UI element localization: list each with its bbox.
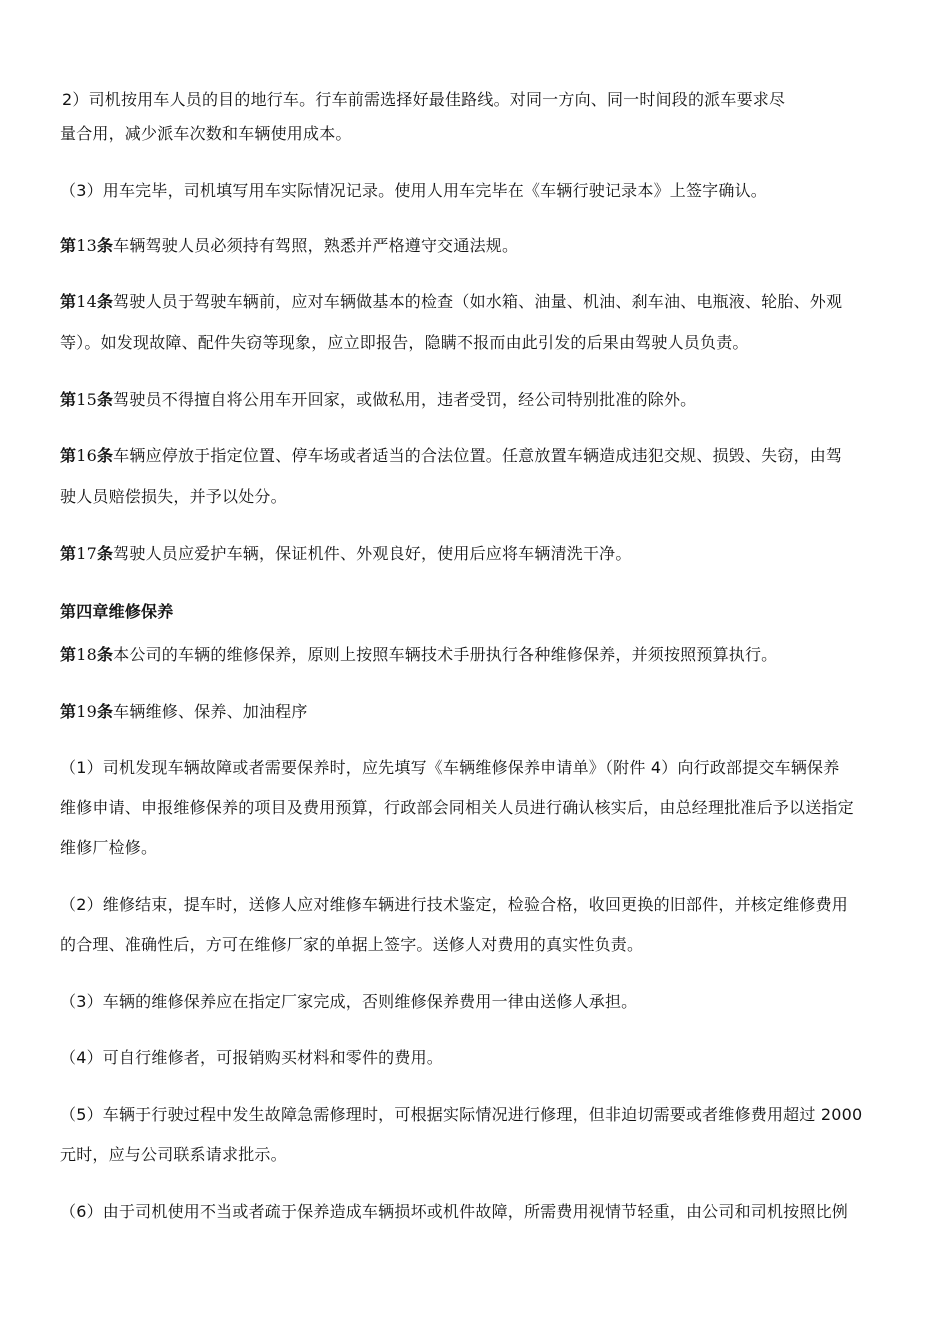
text-line: （4）可自行维修者，可报销购买材料和零件的费用。 (60, 1048, 443, 1067)
text-line: 等）。如发现故障、配件失窃等现象，应立即报告，隐瞒不报而由此引发的后果由驾驶人员负责。 (60, 333, 749, 352)
text-line: （5）车辆于行驶过程中发生故障急需修理时，可根据实际情况进行修理，但非迫切需要或者维修费用超过 2000 (60, 1105, 863, 1124)
article-18: 第18条本公司的车辆的维修保养，原则上按照车辆技术手册执行各种维修保养，并须按照预算执行。 (60, 645, 778, 664)
chapter-heading: 第四章维修保养 (60, 602, 174, 621)
text-line: 驶人员赔偿损失，并予以处分。 (60, 487, 287, 506)
text-line: （6）由于司机使用不当或者疏于保养造成车辆损坏或机件故障，所需费用视情节轻重，由公司和司机按照比例 (60, 1202, 848, 1221)
text-line: （1）司机发现车辆故障或者需要保养时，应先填写《车辆维修保养申请单》（附件 4）向行政部提交车辆保养 (60, 758, 840, 777)
article-19: 第19条车辆维修、保养、加油程序 (60, 702, 308, 721)
article-13: 第13条车辆驾驶人员必须持有驾照，熟悉并严格遵守交通法规。 (60, 236, 519, 255)
text-line: 量合用，减少派车次数和车辆使用成本。 (60, 124, 352, 143)
text-line: 的合理、准确性后，方可在维修厂家的单据上签字。送修人对费用的真实性负责。 (60, 935, 644, 954)
text-line: 2）司机按用车人员的目的地行车。行车前需选择好最佳路线。对同一方向、同一时间段的派车要求尽 (62, 90, 786, 109)
text-line: （3）车辆的维修保养应在指定厂家完成，否则维修保养费用一律由送修人承担。 (60, 992, 638, 1011)
text-line: 维修申请、申报维修保养的项目及费用预算，行政部会同相关人员进行确认核实后，由总经理批准后予以送指定 (60, 798, 854, 817)
article-17: 第17条驾驶人员应爱护车辆，保证机件、外观良好，使用后应将车辆清洗干净。 (60, 544, 632, 563)
article-16: 第16条车辆应停放于指定位置、停车场或者适当的合法位置。任意放置车辆造成违犯交规、损毁、失窃，由驾 (60, 446, 843, 465)
article-15: 第15条驾驶员不得擅自将公用车开回家，或做私用，违者受罚，经公司特别批准的除外。 (60, 390, 697, 409)
text-line: （3）用车完毕，司机填写用车实际情况记录。使用人用车完毕在《车辆行驶记录本》上签字确认。 (60, 181, 767, 200)
text-line: 元时，应与公司联系请求批示。 (60, 1145, 287, 1164)
article-14: 第14条驾驶人员于驾驶车辆前，应对车辆做基本的检查（如水箱、油量、机油、刹车油、电瓶液、轮胎、外观 (60, 292, 843, 311)
text-line: （2）维修结束，提车时，送修人应对维修车辆进行技术鉴定，检验合格，收回更换的旧部件，并核定维修费用 (60, 895, 848, 914)
text-line: 维修厂检修。 (60, 838, 158, 857)
